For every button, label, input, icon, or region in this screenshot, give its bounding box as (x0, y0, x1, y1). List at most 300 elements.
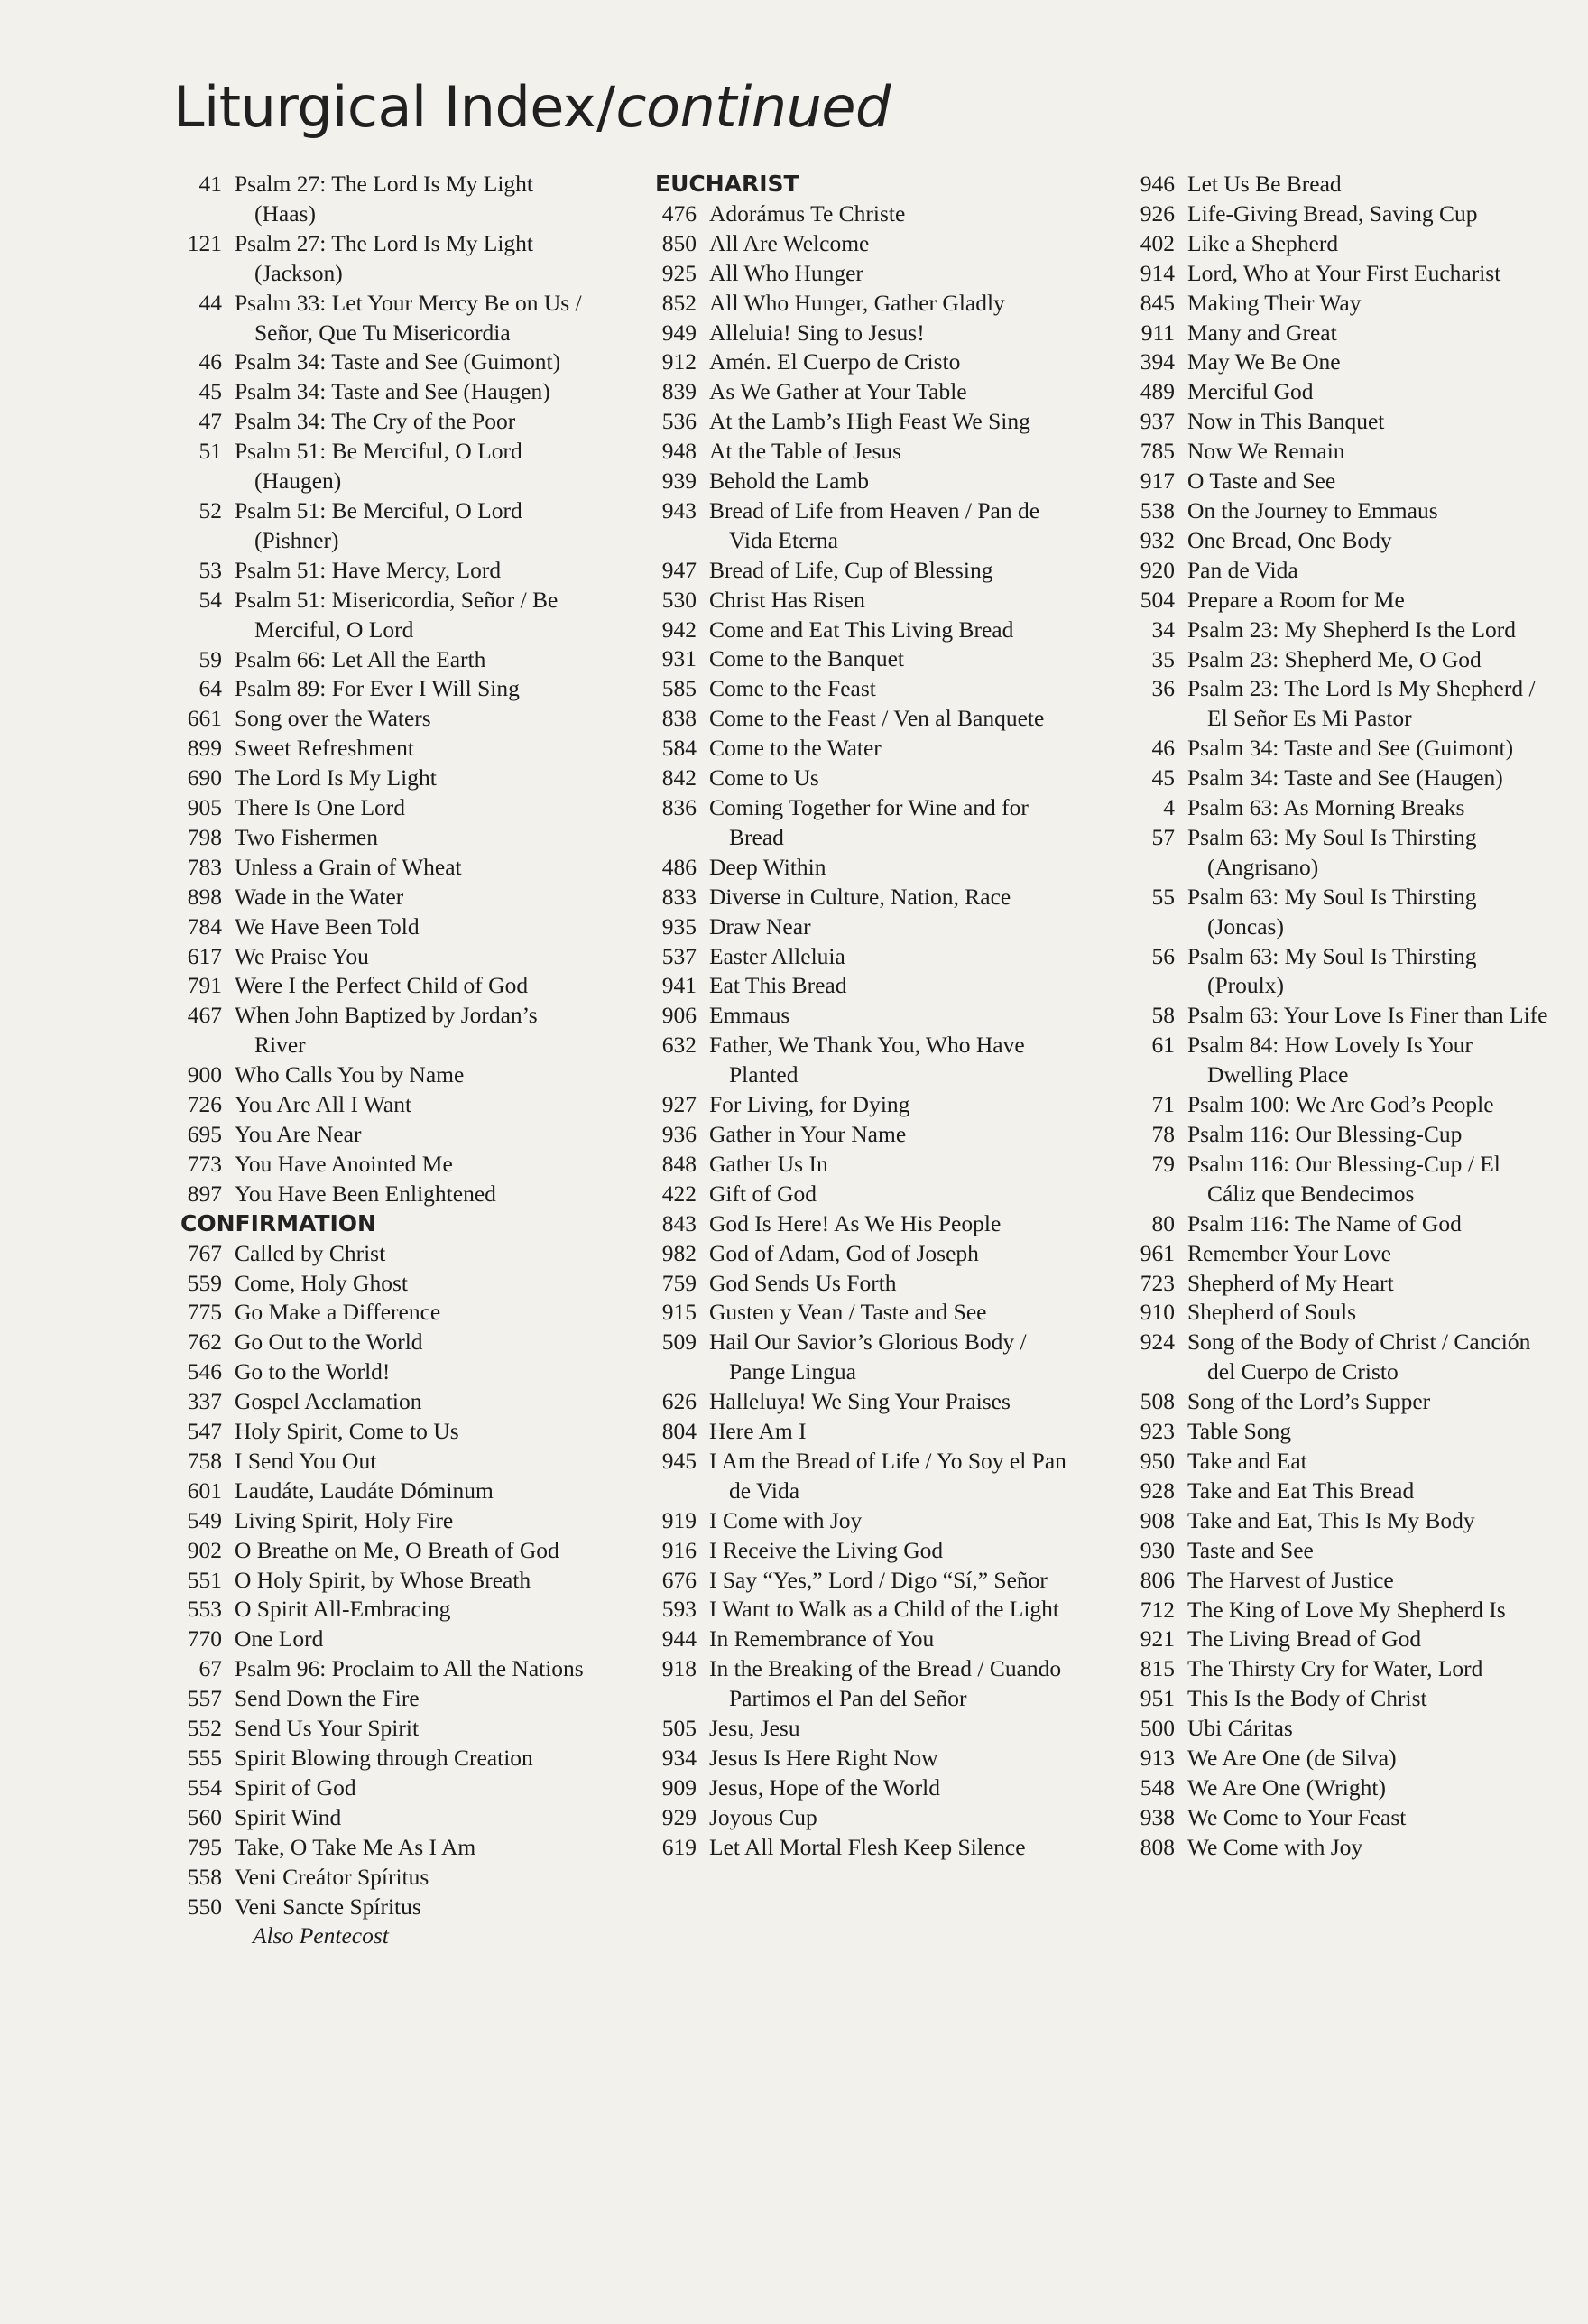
index-entry (1124, 1536, 1548, 1566)
hymn-number: 785 (1140, 438, 1175, 465)
hymn-title: I Am the Bread of Life / Yo Soy el Pan de Vida (709, 1447, 1066, 1504)
hymn-title: Making Their Way (1187, 289, 1362, 316)
hymn-title: Jesus Is Here Right Now (709, 1745, 938, 1772)
hymn-title: Let Us Be Bread (1187, 171, 1342, 197)
index-entry (1124, 1269, 1548, 1299)
index-entry (1124, 645, 1548, 675)
page-title-separator: / (596, 74, 615, 140)
index-entry (646, 347, 1079, 377)
index-entry (171, 1684, 586, 1714)
hymn-title: Easter Alleluia (709, 942, 845, 969)
index-entry (646, 1269, 1079, 1299)
index-entry (1124, 616, 1548, 645)
index-entry (1124, 1150, 1548, 1209)
hymn-title: You Have Anointed Me (235, 1150, 453, 1177)
index-entry (1124, 1090, 1548, 1120)
hymn-title: Spirit of God (235, 1773, 356, 1801)
hymn-title: Psalm 63: My Soul Is Thirsting (Joncas) (1187, 883, 1477, 940)
index-entry (646, 1328, 1079, 1387)
index-entry (171, 793, 586, 823)
index-entry (171, 1566, 586, 1596)
hymn-number: 773 (187, 1150, 222, 1177)
hymn-number: 619 (661, 1833, 697, 1860)
index-entry (171, 912, 586, 942)
index-entry (646, 1001, 1079, 1031)
index-entry (171, 1714, 586, 1744)
hymn-number: 927 (661, 1091, 697, 1118)
index-entry (171, 407, 586, 437)
hymn-number: 61 (1151, 1032, 1175, 1059)
hymn-title: In the Breaking of the Bread / Cuando Partimos el Pan del Señor (709, 1655, 1062, 1712)
hymn-number: 661 (187, 705, 222, 732)
index-entry (1124, 496, 1548, 526)
index-entry (646, 289, 1079, 319)
index-entry (646, 853, 1079, 883)
index-entry (646, 1654, 1079, 1714)
hymn-number: 56 (1151, 942, 1175, 969)
hymn-title: Gusten y Vean / Taste and See (709, 1299, 987, 1326)
index-entry (1124, 942, 1548, 1002)
index-entry (171, 289, 586, 348)
hymn-title: Psalm 116: The Name of God (1187, 1209, 1462, 1236)
hymn-number: 804 (661, 1418, 697, 1445)
hymn-title: Spirit Wind (235, 1803, 342, 1830)
hymn-title: Psalm 63: As Morning Breaks (1187, 794, 1465, 821)
hymn-title: Eat This Bread (709, 972, 847, 999)
hymn-number: 676 (661, 1566, 697, 1593)
index-entry (171, 1239, 586, 1269)
hymn-number: 928 (1140, 1477, 1175, 1504)
hymn-title: Adorámus Te Christe (709, 199, 906, 227)
index-entry (646, 319, 1079, 348)
hymn-title: Unless a Grain of Wheat (235, 853, 462, 880)
index-entry (1124, 586, 1548, 616)
hymn-title: Psalm 34: Taste and See (Guimont) (235, 348, 561, 375)
hymn-number: 537 (661, 942, 697, 969)
index-entry (171, 1090, 586, 1120)
index-entry (1124, 1625, 1548, 1654)
page-title-continued: continued (615, 74, 891, 140)
index-entry (646, 1536, 1079, 1566)
hymn-number: 51 (198, 438, 222, 465)
index-entry (1124, 1447, 1548, 1477)
hymn-title: Christ Has Risen (709, 586, 865, 613)
index-entry (646, 912, 1079, 942)
hymn-title: Halleluya! We Sing Your Praises (709, 1388, 1011, 1415)
hymn-number: 815 (1140, 1655, 1175, 1682)
hymn-number: 950 (1140, 1447, 1175, 1474)
hymn-number: 536 (661, 408, 697, 435)
index-entry (646, 199, 1079, 229)
hymn-title: O Taste and See (1187, 468, 1336, 495)
index-entry (646, 942, 1079, 972)
hymn-title: Father, We Thank You, Who Have Planted (709, 1032, 1025, 1088)
hymn-title: Now in This Banquet (1187, 408, 1385, 435)
index-entry (646, 1150, 1079, 1180)
hymn-title: Come to the Feast / Ven al Banquete (709, 705, 1045, 732)
hymn-number: 926 (1140, 199, 1175, 227)
index-entry (646, 1120, 1079, 1150)
index-entry (171, 1328, 586, 1357)
index-entry (1124, 793, 1548, 823)
index-entry (646, 1714, 1079, 1744)
index-entry (171, 1447, 586, 1477)
hymn-title: Taste and See (1187, 1536, 1314, 1563)
hymn-number: 770 (187, 1625, 222, 1653)
index-entry (1124, 1744, 1548, 1773)
hymn-title: Psalm 51: Be Merciful, O Lord (Pishner) (235, 496, 522, 553)
hymn-number: 806 (1140, 1566, 1175, 1593)
hymn-title: May We Be One (1187, 348, 1341, 375)
index-entry (646, 1625, 1079, 1654)
index-entry (646, 1209, 1079, 1239)
hymn-title: Pan de Vida (1187, 556, 1298, 583)
index-entry (646, 1447, 1079, 1506)
index-entry (646, 1417, 1079, 1447)
hymn-number: 422 (661, 1180, 697, 1207)
hymn-title: Holy Spirit, Come to Us (235, 1418, 459, 1445)
hymn-title: Shepherd of Souls (1187, 1299, 1356, 1326)
hymn-title: Take and Eat This Bread (1187, 1477, 1415, 1504)
hymn-number: 937 (1140, 408, 1175, 435)
hymn-number: 948 (661, 438, 697, 465)
index-entry (1124, 407, 1548, 437)
hymn-title: Psalm 66: Let All the Earth (235, 645, 486, 672)
hymn-title: Here Am I (709, 1418, 807, 1445)
index-column-3 (1124, 170, 1548, 1863)
hymn-number: 897 (187, 1180, 222, 1207)
hymn-number: 505 (661, 1715, 697, 1742)
hymn-number: 795 (187, 1833, 222, 1860)
hymn-title: We Have Been Told (235, 912, 420, 940)
hymn-number: 920 (1140, 556, 1175, 583)
hymn-number: 767 (187, 1239, 222, 1266)
index-entry (646, 704, 1079, 734)
hymn-title: On the Journey to Emmaus (1187, 496, 1438, 523)
hymn-title: All Are Welcome (709, 229, 870, 256)
hymn-title: I Say “Yes,” Lord / Digo “Sí,” Señor (709, 1566, 1048, 1593)
index-entry (171, 1150, 586, 1180)
index-entry (1124, 764, 1548, 793)
index-entry (1124, 1833, 1548, 1863)
hymn-title: Deep Within (709, 853, 826, 880)
index-entry (171, 1477, 586, 1506)
hymn-number: 726 (187, 1091, 222, 1118)
hymn-number: 931 (661, 645, 697, 672)
hymn-title: Psalm 51: Have Mercy, Lord (235, 556, 502, 583)
index-entry (1124, 883, 1548, 942)
hymn-title: Gather in Your Name (709, 1120, 907, 1147)
index-entry (171, 1893, 586, 1922)
index-entry (171, 942, 586, 972)
index-entry (1124, 526, 1548, 556)
index-entry (646, 467, 1079, 496)
hymn-number: 80 (1151, 1209, 1175, 1236)
hymn-number: 79 (1151, 1150, 1175, 1177)
index-entry (1124, 1566, 1548, 1596)
hymn-title: When John Baptized by Jordan’s River (235, 1002, 538, 1059)
hymn-title: Psalm 63: Your Love Is Finer than Life (1187, 1002, 1548, 1029)
hymn-number: 916 (661, 1536, 697, 1563)
index-entry (1124, 319, 1548, 348)
hymn-title: Two Fishermen (235, 823, 378, 850)
hymn-title: Spirit Blowing through Creation (235, 1745, 533, 1772)
hymn-title: You Are All I Want (235, 1091, 412, 1118)
hymn-number: 560 (187, 1803, 222, 1830)
hymn-title: Psalm 63: My Soul Is Thirsting (Proulx) (1187, 942, 1477, 999)
index-entry (646, 644, 1079, 674)
hymn-title: Behold the Lamb (709, 468, 870, 495)
hymn-title: Draw Near (709, 912, 811, 940)
hymn-number: 394 (1140, 348, 1175, 375)
index-entry (171, 674, 586, 704)
index-entry (1124, 1654, 1548, 1684)
hymn-number: 36 (1151, 675, 1175, 702)
hymn-title: Gather Us In (709, 1150, 828, 1177)
hymn-number: 898 (187, 883, 222, 910)
hymn-number: 930 (1140, 1536, 1175, 1563)
hymn-title: Psalm 33: Let Your Mercy Be on Us / Señor, Que Tu Misericordia (235, 289, 582, 346)
index-entry (171, 704, 586, 734)
hymn-number: 914 (1140, 259, 1175, 286)
hymn-title: Alleluia! Sing to Jesus! (709, 319, 925, 346)
hymn-title: Diverse in Culture, Nation, Race (709, 883, 1011, 910)
hymn-title: Living Spirit, Holy Fire (235, 1506, 454, 1533)
index-entry (646, 1239, 1079, 1269)
hymn-title: Wade in the Water (235, 883, 404, 910)
index-entry (171, 1120, 586, 1150)
hymn-title: We Come with Joy (1187, 1833, 1363, 1860)
index-entry (171, 1001, 586, 1060)
hymn-title: At the Lamb’s High Feast We Sing (709, 408, 1030, 435)
hymn-number: 551 (187, 1566, 222, 1593)
hymn-title: Psalm 34: Taste and See (Guimont) (1187, 735, 1514, 762)
hymn-title: Jesus, Hope of the World (709, 1773, 940, 1801)
hymn-number: 839 (661, 378, 697, 405)
index-entry (1124, 1001, 1548, 1031)
hymn-title: Lord, Who at Your First Eucharist (1187, 259, 1501, 286)
hymn-title: Psalm 51: Be Merciful, O Lord (Haugen) (235, 438, 522, 495)
hymn-number: 944 (661, 1625, 697, 1653)
hymn-title: O Breathe on Me, O Breath of God (235, 1536, 559, 1563)
hymn-number: 905 (187, 794, 222, 821)
hymn-number: 921 (1140, 1625, 1175, 1653)
hymn-number: 64 (198, 675, 222, 702)
hymn-title: Psalm 51: Misericordia, Señor / Be Merciful, O Lord (235, 586, 559, 643)
see-also-note: Also Pentecost (253, 1922, 389, 1949)
hymn-title: Come to the Water (709, 735, 882, 762)
hymn-number: 936 (661, 1120, 697, 1147)
index-entry (646, 1773, 1079, 1803)
hymn-title: Shepherd of My Heart (1187, 1269, 1394, 1296)
hymn-number: 548 (1140, 1773, 1175, 1801)
hymn-title: I Send You Out (235, 1447, 377, 1474)
hymn-number: 467 (187, 1002, 222, 1029)
hymn-title: The Harvest of Justice (1187, 1566, 1394, 1593)
hymn-number: 45 (198, 378, 222, 405)
index-entry (646, 734, 1079, 764)
index-entry (171, 556, 586, 586)
index-entry (646, 259, 1079, 289)
hymn-number: 59 (198, 645, 222, 672)
index-entry (1124, 1120, 1548, 1150)
hymn-number: 942 (661, 616, 697, 643)
hymn-title: Bread of Life, Cup of Blessing (709, 556, 993, 583)
hymn-number: 54 (198, 586, 222, 613)
index-entry (171, 1744, 586, 1773)
hymn-number: 552 (187, 1715, 222, 1742)
hymn-title: Take and Eat, This Is My Body (1187, 1506, 1475, 1533)
index-entry (171, 734, 586, 764)
index-column-1 (171, 170, 586, 1951)
index-entry (171, 1269, 586, 1299)
index-entry (646, 1298, 1079, 1328)
hymn-number: 775 (187, 1299, 222, 1326)
hymn-title: Take, O Take Me As I Am (235, 1833, 476, 1860)
index-entry (1124, 377, 1548, 407)
hymn-number: 550 (187, 1893, 222, 1920)
hymn-title: One Lord (235, 1625, 324, 1653)
hymn-number: 783 (187, 853, 222, 880)
index-entry (1124, 199, 1548, 229)
index-entry (1124, 1298, 1548, 1328)
index-entry (171, 823, 586, 853)
index-entry (171, 437, 586, 496)
index-entry (1124, 347, 1548, 377)
hymn-title: Come to Us (709, 764, 819, 792)
hymn-number: 943 (661, 496, 697, 523)
hymn-number: 838 (661, 705, 697, 732)
hymn-number: 951 (1140, 1685, 1175, 1712)
hymn-number: 759 (661, 1269, 697, 1296)
index-entry (1124, 1417, 1548, 1447)
hymn-title: Psalm 34: The Cry of the Poor (235, 408, 516, 435)
hymn-title: We Come to Your Feast (1187, 1803, 1407, 1830)
index-entry (171, 853, 586, 883)
index-entry (646, 377, 1079, 407)
index-entry (1124, 1328, 1548, 1387)
hymn-title: Psalm 27: The Lord Is My Light (Haas) (235, 171, 534, 227)
hymn-title: Jesu, Jesu (709, 1715, 800, 1742)
hymn-number: 791 (187, 972, 222, 999)
hymn-number: 939 (661, 468, 697, 495)
hymn-number: 808 (1140, 1833, 1175, 1860)
hymn-title: One Bread, One Body (1187, 526, 1392, 553)
index-entry (1124, 734, 1548, 764)
hymn-title: Ubi Cáritas (1187, 1715, 1293, 1742)
hymn-number: 500 (1140, 1715, 1175, 1742)
index-entry (1124, 1387, 1548, 1417)
hymn-number: 626 (661, 1388, 697, 1415)
hymn-title: Gospel Acclamation (235, 1388, 422, 1415)
hymn-title: Gift of God (709, 1180, 817, 1207)
hymn-number: 909 (661, 1773, 697, 1801)
index-entry (646, 1180, 1079, 1209)
hymn-title: The Thirsty Cry for Water, Lord (1187, 1655, 1483, 1682)
hymn-title: We Praise You (235, 942, 369, 969)
index-entry (1124, 1714, 1548, 1744)
hymn-title: Psalm 116: Our Blessing-Cup (1187, 1121, 1463, 1147)
hymn-number: 57 (1151, 823, 1175, 850)
index-entry (171, 883, 586, 912)
hymn-title: Go Out to the World (235, 1329, 423, 1356)
index-entry (646, 556, 1079, 586)
index-entry (1124, 437, 1548, 467)
hymn-title: Take and Eat (1187, 1447, 1307, 1474)
index-entry (646, 616, 1079, 645)
index-entry (171, 1417, 586, 1447)
hymn-number: 918 (661, 1655, 697, 1682)
index-entry (646, 674, 1079, 704)
index-entry (646, 1090, 1079, 1120)
hymn-title: Psalm 63: My Soul Is Thirsting (Angrisano) (1187, 823, 1477, 880)
index-entry (646, 793, 1079, 853)
hymn-number: 911 (1140, 319, 1175, 346)
hymn-number: 910 (1140, 1299, 1175, 1326)
hymn-title: Psalm 116: Our Blessing-Cup / El Cáliz que Bendecimos (1187, 1150, 1500, 1207)
hymn-title: Sweet Refreshment (235, 735, 414, 762)
hymn-number: 902 (187, 1536, 222, 1563)
hymn-title: At the Table of Jesus (709, 438, 902, 465)
hymn-number: 833 (661, 883, 697, 910)
index-entry (1124, 1031, 1548, 1090)
hymn-number: 509 (661, 1329, 697, 1356)
index-entry (1124, 1596, 1548, 1625)
index-entry (171, 496, 586, 556)
hymn-number: 842 (661, 764, 697, 792)
index-entry (646, 586, 1079, 616)
index-entry (1124, 1506, 1548, 1536)
hymn-number: 762 (187, 1329, 222, 1356)
index-entry (1124, 1477, 1548, 1506)
hymn-number: 906 (661, 1002, 697, 1029)
hymn-number: 617 (187, 942, 222, 969)
hymn-number: 47 (198, 408, 222, 435)
hymn-number: 584 (661, 735, 697, 762)
hymn-number: 593 (661, 1596, 697, 1623)
hymn-number: 402 (1140, 229, 1175, 256)
hymn-number: 78 (1151, 1121, 1175, 1147)
index-entry (171, 229, 586, 289)
index-entry (171, 1506, 586, 1536)
hymn-number: 489 (1140, 378, 1175, 405)
hymn-title: Psalm 34: Taste and See (Haugen) (235, 378, 550, 405)
hymn-title: Merciful God (1187, 378, 1314, 405)
index-entry (1124, 259, 1548, 289)
hymn-number: 836 (661, 794, 697, 821)
hymn-title: We Are One (Wright) (1187, 1773, 1386, 1801)
hymn-title: God Is Here! As We His People (709, 1209, 1002, 1236)
index-entry (646, 764, 1079, 793)
hymn-title: There Is One Lord (235, 794, 406, 821)
hymn-title: The Lord Is My Light (235, 764, 437, 792)
hymn-number: 55 (1151, 883, 1175, 910)
hymn-title: Called by Christ (235, 1239, 386, 1266)
hymn-number: 912 (661, 348, 697, 375)
hymn-title: Come to the Feast (709, 675, 876, 702)
index-entry (646, 1566, 1079, 1596)
hymn-number: 712 (1140, 1596, 1175, 1623)
index-entry (646, 883, 1079, 912)
index-entry (1124, 467, 1548, 496)
hymn-number: 53 (198, 556, 222, 583)
hymn-title: All Who Hunger, Gather Gladly (709, 289, 1005, 316)
index-entry (1124, 674, 1548, 734)
hymn-title: Psalm 23: Shepherd Me, O God (1187, 645, 1482, 672)
hymn-title: I Want to Walk as a Child of the Light (709, 1596, 1060, 1623)
index-entry (171, 1654, 586, 1684)
hymn-number: 915 (661, 1299, 697, 1326)
